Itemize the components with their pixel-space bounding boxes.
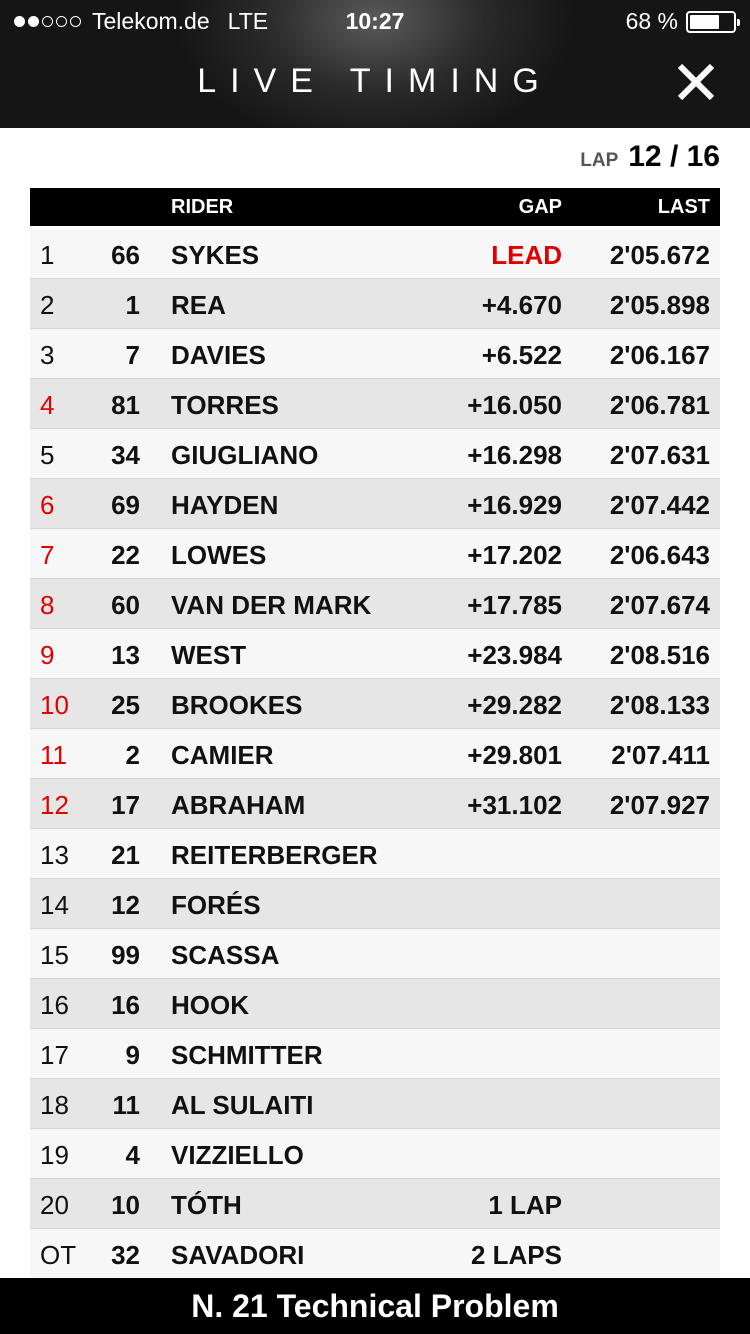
position-cell: 3 [40, 340, 55, 370]
table-row [30, 779, 720, 829]
position-cell: 19 [40, 1140, 69, 1170]
position-cell: 10 [40, 690, 69, 720]
position-cell: 20 [40, 1190, 69, 1220]
rider-number-cell: 4 [125, 1140, 140, 1170]
rider-number-cell: 34 [111, 440, 140, 470]
rider-number-cell: 81 [111, 390, 140, 420]
last-lap-cell: 2'07.411 [611, 740, 710, 770]
position-cell: 13 [40, 840, 69, 870]
position-cell: 11 [40, 740, 67, 770]
table-row [30, 479, 720, 529]
column-last: LAST [657, 196, 710, 218]
last-lap-cell: 2'08.133 [609, 690, 710, 720]
rider-number-cell: 17 [111, 790, 140, 820]
battery-fill [690, 15, 719, 29]
table-row [30, 279, 720, 329]
position-cell: 9 [40, 640, 55, 670]
rider-number-cell: 11 [112, 1090, 140, 1120]
position-cell: 7 [40, 540, 55, 570]
gap-cell: +29.282 [467, 690, 562, 720]
position-cell: OT [40, 1240, 77, 1270]
rider-number-cell: 22 [111, 540, 140, 570]
rider-number-cell: 12 [111, 890, 140, 920]
table-row [30, 679, 720, 729]
rider-name-cell: SAVADORI [171, 1240, 305, 1270]
gap-cell: LEAD [491, 240, 562, 270]
table-row [30, 979, 720, 1029]
gap-cell: +16.050 [467, 390, 562, 420]
gap-cell: +23.984 [467, 640, 562, 670]
battery-icon [686, 11, 736, 33]
rider-number-cell: 10 [111, 1190, 140, 1220]
rider-number-cell: 60 [111, 590, 140, 620]
rider-name-cell: GIUGLIANO [171, 440, 319, 470]
footer-message: N. 21 Technical Problem [0, 1278, 750, 1334]
table-row [30, 729, 720, 779]
rider-name-cell: FORÉS [171, 890, 261, 920]
rider-name-cell: SYKES [171, 240, 260, 270]
battery-percent: 68 % [625, 8, 678, 34]
rider-name-cell: CAMIER [171, 740, 274, 770]
last-lap-cell: 2'07.442 [609, 490, 710, 520]
gap-cell: +31.102 [467, 790, 562, 820]
table-row [30, 879, 720, 929]
table-row [30, 829, 720, 879]
gap-cell: +16.298 [467, 440, 562, 470]
close-button[interactable] [676, 62, 716, 102]
position-cell: 16 [40, 990, 69, 1020]
rider-name-cell: VAN DER MARK [171, 590, 372, 620]
rider-number-cell: 32 [111, 1240, 140, 1270]
rider-name-cell: AL SULAITI [171, 1090, 314, 1120]
table-row [30, 929, 720, 979]
rider-number-cell: 16 [111, 990, 140, 1020]
position-cell: 6 [40, 490, 55, 520]
table-row [30, 1029, 720, 1079]
timing-table [30, 229, 720, 1279]
rider-number-cell: 99 [111, 940, 140, 970]
carrier-name: Telekom.de [92, 8, 210, 34]
table-row [30, 629, 720, 679]
lap-label: LAP [580, 150, 619, 171]
rider-name-cell: REITERBERGER [171, 840, 378, 870]
rider-number-cell: 9 [125, 1040, 140, 1070]
table-header [30, 188, 720, 226]
last-lap-cell: 2'06.167 [609, 340, 710, 370]
position-cell: 8 [40, 590, 55, 620]
position-cell: 14 [40, 890, 69, 920]
gap-cell: +17.785 [467, 590, 562, 620]
rider-number-cell: 2 [125, 740, 140, 770]
position-cell: 18 [40, 1090, 69, 1120]
position-cell: 2 [40, 290, 55, 320]
table-row [30, 579, 720, 629]
gap-cell: 2 LAPS [470, 1240, 562, 1270]
rider-name-cell: VIZZIELLO [171, 1140, 304, 1170]
rider-name-cell: HAYDEN [171, 490, 279, 520]
rider-number-cell: 13 [111, 640, 140, 670]
column-rider: RIDER [171, 196, 234, 218]
rider-name-cell: ABRAHAM [171, 790, 306, 820]
position-cell: 4 [40, 390, 55, 420]
rider-name-cell: SCASSA [171, 940, 280, 970]
table-row [30, 429, 720, 479]
network-type: LTE [227, 8, 269, 34]
rider-name-cell: TÓTH [171, 1190, 242, 1220]
gap-cell: +16.929 [467, 490, 562, 520]
rider-number-cell: 25 [111, 690, 140, 720]
gap-cell: +4.670 [481, 290, 562, 320]
table-row [30, 379, 720, 429]
rider-name-cell: LOWES [171, 540, 267, 570]
last-lap-cell: 2'07.674 [609, 590, 710, 620]
rider-number-cell: 1 [125, 290, 140, 320]
table-row [30, 1229, 720, 1279]
last-lap-cell: 2'07.927 [609, 790, 710, 820]
last-lap-cell: 2'05.898 [609, 290, 710, 320]
gap-cell: 1 LAP [488, 1190, 562, 1220]
lap-counter [580, 140, 720, 174]
position-cell: 17 [40, 1040, 69, 1070]
rider-name-cell: TORRES [171, 390, 279, 420]
rider-name-cell: SCHMITTER [171, 1040, 323, 1070]
last-lap-cell: 2'05.672 [609, 240, 710, 270]
last-lap-cell: 2'06.781 [609, 390, 710, 420]
rider-name-cell: HOOK [171, 990, 249, 1020]
last-lap-cell: 2'06.643 [609, 540, 710, 570]
rider-number-cell: 66 [111, 240, 140, 270]
position-cell: 12 [40, 790, 69, 820]
gap-cell: +29.801 [467, 740, 562, 770]
table-row [30, 1079, 720, 1129]
status-time: 10:27 [345, 8, 405, 34]
rider-number-cell: 7 [125, 340, 140, 370]
position-cell: 5 [40, 440, 55, 470]
last-lap-cell: 2'07.631 [609, 440, 710, 470]
table-row [30, 229, 720, 279]
status-right [626, 8, 736, 35]
page-title: LIVE TIMING [197, 62, 553, 100]
close-icon [676, 62, 716, 102]
rider-name-cell: BROOKES [171, 690, 303, 720]
top-bar [0, 0, 750, 128]
position-cell: 1 [40, 240, 55, 270]
rider-number-cell: 21 [111, 840, 140, 870]
lap-value: 12 / 16 [628, 140, 720, 173]
table-row [30, 1179, 720, 1229]
rider-name-cell: WEST [171, 640, 247, 670]
table-row [30, 1129, 720, 1179]
status-bar [0, 0, 750, 44]
last-lap-cell: 2'08.516 [609, 640, 710, 670]
table-row [30, 529, 720, 579]
rider-name-cell: DAVIES [171, 340, 266, 370]
rider-name-cell: REA [171, 290, 226, 320]
column-gap: GAP [518, 196, 562, 218]
position-cell: 15 [40, 940, 69, 970]
gap-cell: +6.522 [481, 340, 562, 370]
gap-cell: +17.202 [467, 540, 562, 570]
rider-number-cell: 69 [111, 490, 140, 520]
table-row [30, 329, 720, 379]
